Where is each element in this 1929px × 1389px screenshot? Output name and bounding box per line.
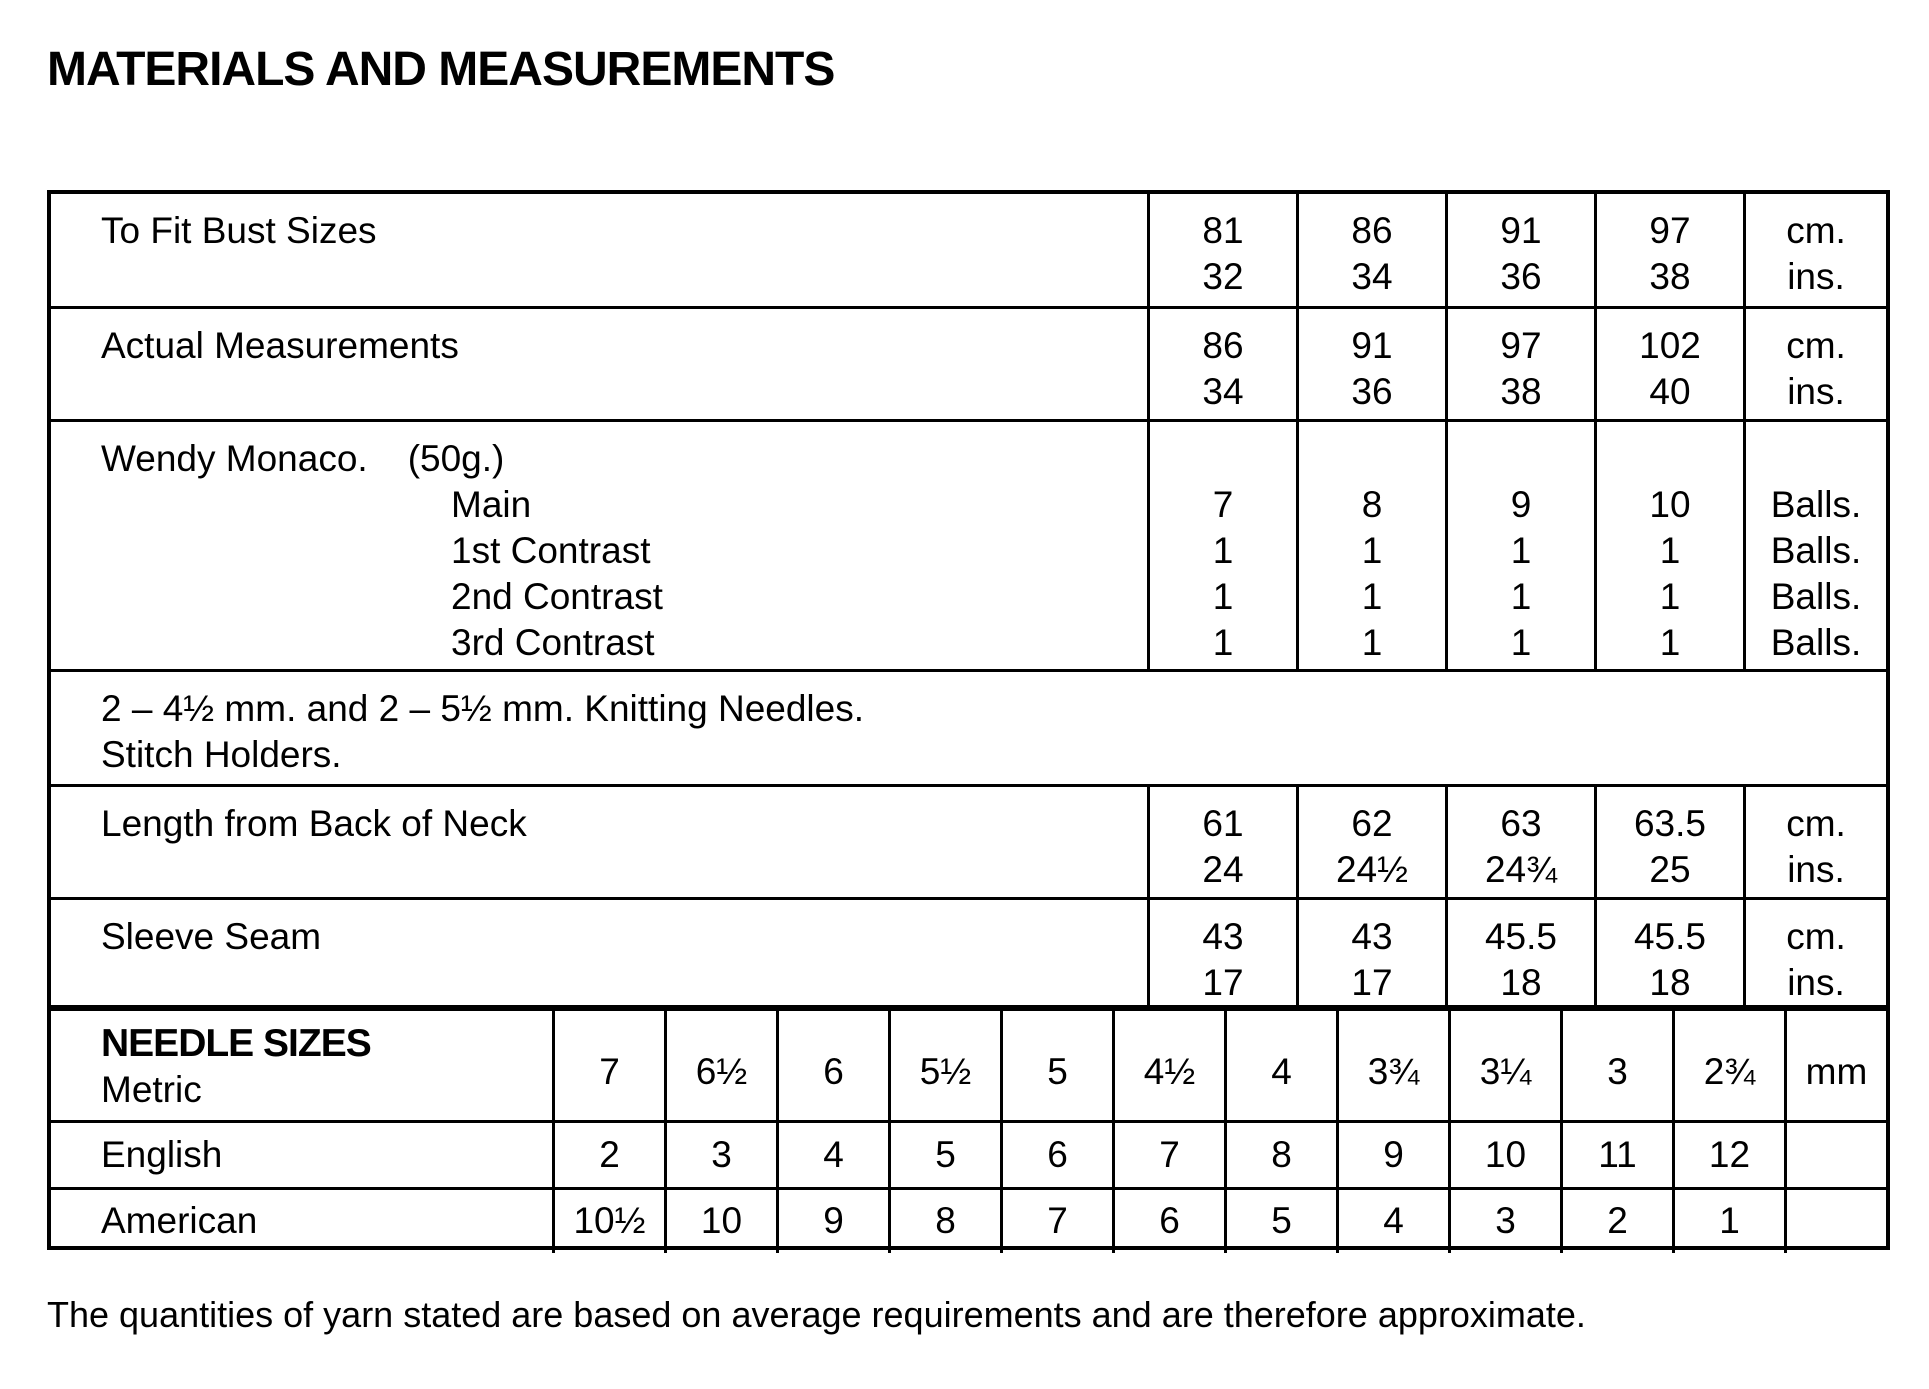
length-units: cm. ins. [1743,787,1886,897]
needle-american-value: 8 [888,1190,1000,1253]
yarn-size-3: 9 1 1 1 [1445,422,1594,669]
bust-size-2: 86 34 [1296,194,1445,306]
needle-american-value: 4 [1336,1190,1448,1253]
needle-english-value: 7 [1112,1123,1224,1187]
bust-size-4: 97 38 [1594,194,1743,306]
bust-size-1: 81 32 [1147,194,1296,306]
needle-metric-value: 4½ [1112,1011,1224,1120]
needle-american-value: 10½ [552,1190,664,1253]
needle-english-value: 5 [888,1123,1000,1187]
yarn-name: Wendy Monaco. [101,438,368,479]
page-title: MATERIALS AND MEASUREMENTS [47,43,835,96]
actual-size-3: 97 38 [1445,309,1594,419]
needle-english-value: 10 [1448,1123,1560,1187]
needle-metric-row [51,1011,1886,1123]
needle-metric-unit: mm [1784,1011,1886,1120]
yarn-contrast1-label: 1st Contrast [451,530,651,571]
needle-metric-value: 6½ [664,1011,776,1120]
yarn-size-4: 10 1 1 1 [1594,422,1743,669]
yarn-row [51,422,1886,672]
needle-american-value: 5 [1224,1190,1336,1253]
needle-english-value: 11 [1560,1123,1672,1187]
needle-english-value: 9 [1336,1123,1448,1187]
actual-size-4: 102 40 [1594,309,1743,419]
sleeve-size-3: 45.5 18 [1445,900,1594,1005]
yarn-main-label: Main [451,484,532,525]
needle-english-value: 12 [1672,1123,1784,1187]
needle-american-value: 2 [1560,1190,1672,1253]
needle-american-value: 1 [1672,1190,1784,1253]
needle-american-value: 10 [664,1190,776,1253]
yarn-units: Balls. Balls. Balls. Balls. [1743,422,1886,669]
needle-metric-value: 5½ [888,1011,1000,1120]
needle-american-row [51,1190,1886,1253]
needle-english-label: English [101,1134,223,1175]
actual-size-2: 91 36 [1296,309,1445,419]
needle-english-unit [1784,1123,1886,1187]
needle-american-value: 3 [1448,1190,1560,1253]
needles-note-line2: Stitch Holders. [101,734,342,775]
materials-table [47,190,1890,1250]
needle-american-value: 9 [776,1190,888,1253]
sleeve-size-4: 45.5 18 [1594,900,1743,1005]
length-size-2: 62 24½ [1296,787,1445,897]
needle-english-value: 4 [776,1123,888,1187]
sleeve-size-1: 43 17 [1147,900,1296,1005]
sleeve-row [51,900,1886,1008]
needle-american-label: American [101,1200,258,1241]
needles-note [101,686,864,778]
yarn-size-2: 8 1 1 1 [1296,422,1445,669]
needle-sizes-table [51,1008,1886,1246]
yarn-size-1: 7 1 1 1 [1147,422,1296,669]
length-size-3: 63 24¾ [1445,787,1594,897]
sleeve-size-2: 43 17 [1296,900,1445,1005]
length-row [51,787,1886,900]
actual-size-1: 86 34 [1147,309,1296,419]
length-size-4: 63.5 25 [1594,787,1743,897]
needle-metric-value: 5 [1000,1011,1112,1120]
yarn-label [101,436,663,666]
bust-row [51,194,1886,309]
actual-units: cm. ins. [1743,309,1886,419]
needle-english-value: 3 [664,1123,776,1187]
sleeve-units: cm. ins. [1743,900,1886,1005]
length-size-1: 61 24 [1147,787,1296,897]
yarn-contrast3-label: 3rd Contrast [451,622,655,663]
needle-american-value: 7 [1000,1190,1112,1253]
needle-american-value: 6 [1112,1190,1224,1253]
needle-metric-value: 2¾ [1672,1011,1784,1120]
needle-english-value: 6 [1000,1123,1112,1187]
needle-metric-value: 4 [1224,1011,1336,1120]
needles-note-row [51,672,1886,787]
yarn-weight: (50g.) [407,438,505,479]
needle-metric-value: 6 [776,1011,888,1120]
needle-english-value: 2 [552,1123,664,1187]
needles-note-line1: 2 – 4½ mm. and 2 – 5½ mm. Knitting Needles. [101,688,864,729]
needle-english-row [51,1123,1886,1190]
needle-metric-label: NEEDLE SIZES Metric [51,1011,552,1120]
needle-metric-value: 3 [1560,1011,1672,1120]
needle-metric-value: 7 [552,1011,664,1120]
footer-note: The quantities of yarn stated are based on average requirements and are therefore approximate. [47,1294,1586,1335]
sleeve-label: Sleeve Seam [101,916,322,957]
actual-label: Actual Measurements [101,325,459,366]
needle-english-value: 8 [1224,1123,1336,1187]
bust-units: cm. ins. [1743,194,1886,306]
bust-label: To Fit Bust Sizes [101,210,377,251]
bust-size-3: 91 36 [1445,194,1594,306]
actual-row [51,309,1886,422]
needle-metric-value: 3¾ [1336,1011,1448,1120]
yarn-contrast2-label: 2nd Contrast [451,576,663,617]
needle-sizes-heading: NEEDLE SIZES [101,1022,371,1065]
needle-metric-value: 3¼ [1448,1011,1560,1120]
needle-american-unit [1784,1190,1886,1253]
length-label: Length from Back of Neck [101,803,527,844]
